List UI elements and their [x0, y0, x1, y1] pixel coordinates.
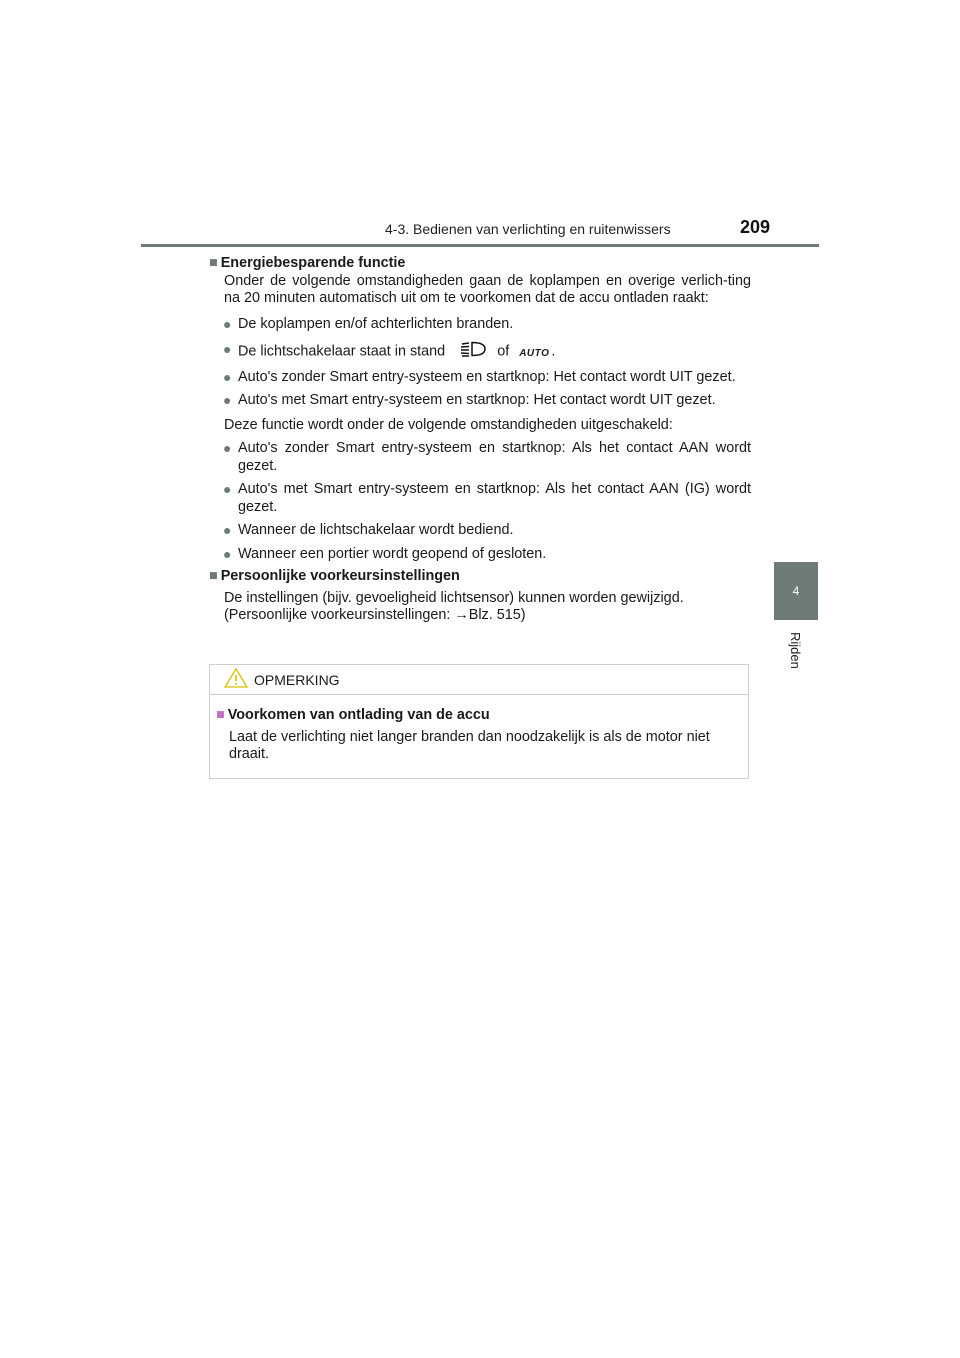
auto-label: AUTO	[519, 347, 550, 359]
disable-intro: Deze functie wordt onder de volgende omstandigheden uitgeschakeld:	[224, 416, 673, 433]
headlight-icon	[459, 341, 487, 363]
dot-icon: ●	[223, 545, 232, 562]
dot-icon: ●	[223, 440, 232, 456]
notice-body	[210, 695, 748, 764]
energy-intro: Onder de volgende omstandigheden gaan de koplampen en overige verlich-ting na 20 minuten automatisch uit om te voorkomen dat de accu ontladen raakt:	[224, 272, 751, 306]
list-item: ● De lichtschakelaar staat in stand of AUTO .	[238, 341, 751, 363]
dot-icon: ●	[223, 315, 232, 332]
warning-triangle-icon	[224, 668, 254, 691]
notice-text: Laat de verlichting niet langer branden dan noodzakelijk is als de motor niet draait.	[229, 728, 710, 762]
list-item: ● Wanneer een portier wordt geopend of gesloten.	[223, 545, 547, 562]
notice-heading: ■ Voorkomen van ontlading van de accu	[216, 707, 490, 723]
list-item: ● Auto's met Smart entry-systeem en startknop: Als het contact AAN (IG) wordt gezet.	[223, 481, 751, 515]
personal-text: De instellingen (bijv. gevoeligheid lichtsensor) kunnen worden gewijzigd.	[224, 589, 684, 606]
notice-label: OPMERKING	[254, 671, 340, 688]
header-rule	[141, 244, 819, 247]
square-bullet-icon: ■	[216, 707, 225, 723]
list-item: ● Wanneer de lichtschakelaar wordt bediend.	[223, 522, 514, 538]
list-item: ● Auto's met Smart entry-systeem en startknop: Het contact wordt UIT gezet.	[223, 392, 716, 408]
page-number: 209	[740, 217, 771, 237]
dot-icon: ●	[223, 392, 232, 408]
square-bullet-icon: ■	[209, 255, 218, 271]
list-item: ● Auto's zonder Smart entry-systeem en startknop: Als het contact AAN wordt gezet.	[223, 440, 751, 474]
notice-box	[209, 664, 749, 779]
dot-icon: ●	[223, 341, 232, 357]
dot-icon: ●	[223, 368, 232, 385]
dot-icon: ●	[223, 481, 232, 497]
dot-icon: ●	[223, 522, 232, 538]
switch-or: of	[497, 343, 510, 360]
personal-ref: (Persoonlijke voorkeursinstellingen: →Blz. 515)	[224, 607, 526, 623]
chapter-number: 4	[792, 584, 800, 598]
list-item: ● De koplampen en/of achterlichten branden.	[223, 315, 514, 332]
notice-header	[210, 665, 748, 695]
main-content	[209, 255, 751, 625]
energy-heading: ■ Energiebesparende functie	[209, 255, 406, 271]
section-title: 4-3. Bedienen van verlichting en ruitenwissers	[385, 221, 671, 237]
chapter-label: Rijden	[788, 632, 803, 669]
square-bullet-icon: ■	[209, 568, 218, 584]
personal-heading: ■ Persoonlijke voorkeursinstellingen	[209, 568, 460, 584]
chapter-tab[interactable]	[774, 562, 818, 620]
list-item: ● Auto's zonder Smart entry-systeem en startknop: Het contact wordt UIT gezet.	[223, 368, 736, 385]
